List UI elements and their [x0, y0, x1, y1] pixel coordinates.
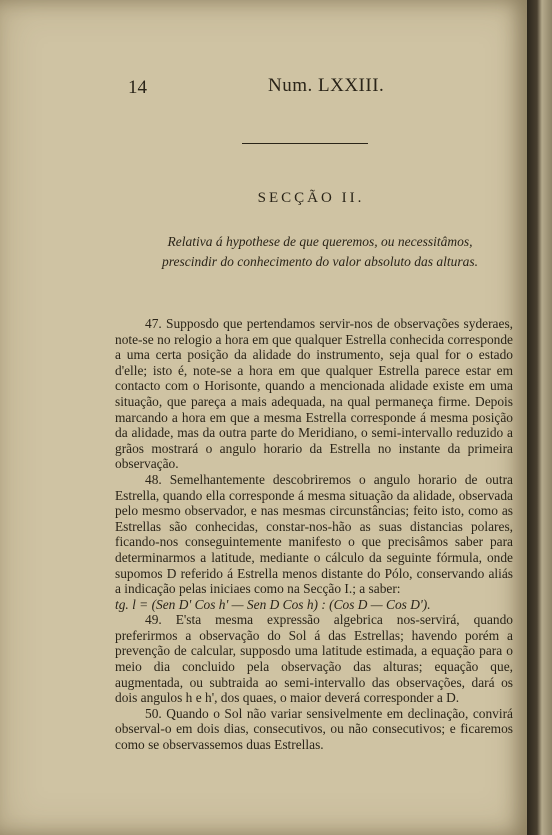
- section-subtitle: Relativa á hypothese de que queremos, ou necessitâmos, prescindir do conhecimento do valor absoluto das alturas.: [162, 234, 478, 269]
- paragraph-50: 50. Quando o Sol não variar sensivelmente em declinação, convirá observal-o em dois dias, consecutivos, ou não consecutivos; e ficaremos como se observassemos duas Estrellas.: [115, 705, 513, 753]
- section-heading: SECÇÃO II.: [257, 190, 365, 206]
- paragraph-49: 49. E'sta mesma expressão algebrica nos-servirá, quando preferirmos a observação do Sol á das Estrellas; havendo porém a prevenção de calcular, supposdo uma latitude estimada, a equação para o meio dia concluido pela observação das alturas; equação que, augmentada, ou subtraida ao semi-intervallo das observações, dará os dois angulos h e h', dos quaes, o maior deverá corresponder a D.: [115, 612, 513, 706]
- paragraph-47: 47. Supposdo que pertendamos servir-nos de observações syderaes, note-se no relogio a hora em que qualquer Estrella conhecida corresponde a uma certa posição da alidade do instrumento, seja qual for o estado d'elle; isto é, note-se a hora em que qualquer Estrella parece estar em contacto com o Horisonte, quando a mencionada alidade existe em uma situação, que pareça a mais adequada, na qual permaneça firme. Depois marcando a hora em que a mesma Estrella corresponde á mesma posição da alidade, mas da outra parte do Meridiano, o semi-intervallo reduzido a grãos mostrará o angulo horario da Estrella no instante da primeira observação.: [115, 316, 513, 472]
- facing-page-edge: [527, 0, 552, 835]
- divider-rule: [242, 143, 368, 144]
- body-text: [115, 316, 513, 753]
- formula: tg. l = (Sen D' Cos h' — Sen D Cos h) : (Cos D — Cos D').: [115, 596, 431, 612]
- running-title: Num. LXXIII.: [268, 75, 385, 96]
- page-number: 14: [128, 77, 147, 98]
- paragraph-48: 48. Semelhantemente descobriremos o angulo horario de outra Estrella, quando ella corresponde á mesma situação da alidade, observada pelo mesmo observador, e nas mesmas circunstâncias; feito isto, como as Estrellas são conhecidas, constar-nos-hão as suas distancias polares, ficando-nos conseguintemente manifesto o que precisâmos saber para determinarmos a latitude, mediante o cálculo da seguinte fórmula, onde supomos D referido á Estrella menos distante do Pólo, conservando aliás a indicação pelas iniciaes como na Secção I.; a saber:: [115, 471, 513, 597]
